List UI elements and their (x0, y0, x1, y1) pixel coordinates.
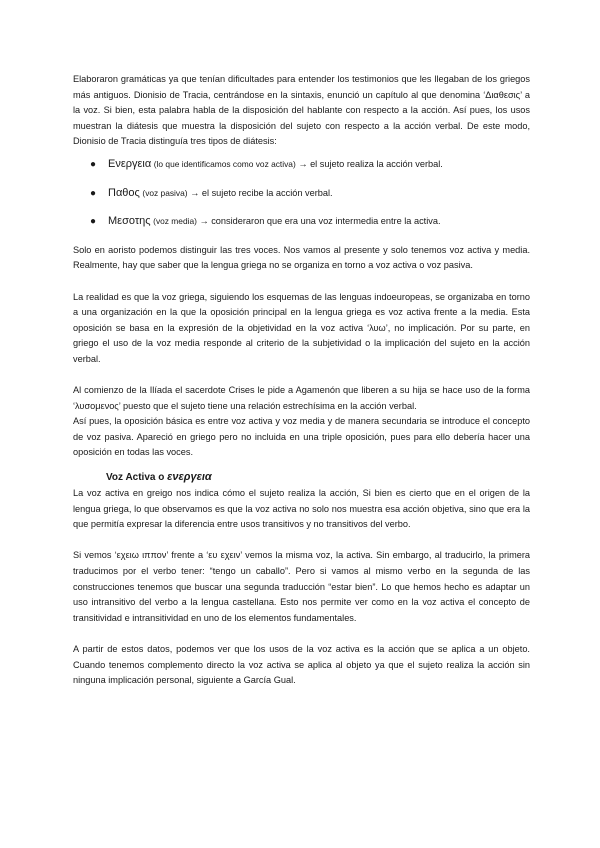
term-note: (voz pasiva) (142, 187, 188, 198)
greek-term: Μεσοτης (108, 215, 151, 228)
section-heading (106, 469, 530, 486)
bullet-icon: ● (90, 158, 97, 170)
paragraph-voz-activa: La voz activa en greigo nos indica cómo el sujeto realiza la acción, Si bien es cierto que en el origen de la lengua griega, lo que observamos es que la voz activa no solo nos muestra esa acción objetiva, sino que era la que permitía expresar la diferencia entre usos transitivos y no transitivos del verbo. (73, 488, 530, 530)
paragraph-realidad: La realidad es que la voz griega, siguiendo los esquemas de las lenguas indoeuropeas, se organizaba en torno a una organización en la que la oposición principal en la lengua griega es voz activa frente a la media. Esta oposición se basa en la expresión de la objetividad en la voz activa ‘λυω’, no implicación. Por su parte, en griego el uso de la voz media responde al criterio de la subjetividad o la implicación del sujeto en la acción verbal. (73, 291, 530, 364)
bullet-icon: ● (90, 216, 97, 228)
paragraph-conclusion: A partir de estos datos, podemos ver que los usos de la voz activa es la acción que se aplica a un objeto. Cuando tenemos complemento directo la voz activa se aplica al objeto ya que el sujeto realiza la acción sin ninguna implicación personal, siguiente a García Gual. (73, 644, 530, 686)
heading-text: Voz Activa o (106, 472, 165, 484)
list-item-energeia (73, 157, 530, 173)
greek-term: Παθος (108, 186, 140, 199)
list-item-mesotes (73, 214, 530, 230)
term-note: (lo que identificamos como voz activa) (153, 158, 296, 169)
heading-greek: ενεργεια (167, 471, 212, 484)
term-description: → el sujeto recibe la acción verbal. (190, 187, 333, 198)
paragraph-oposicion: Así pues, la oposición básica es entre voz activa y voz media y de manera secundaria se introduce el concepto de voz pasiva. Apareció en griego pero no incluida en una triple oposición, pues para ello debería hacer una oposición en todas las voces. (73, 416, 530, 458)
term-description: → consideraron que era una voz intermedia entre la activa. (199, 216, 441, 227)
term-description: → el sujeto realiza la acción verbal. (298, 158, 443, 169)
paragraph-intro: Elaboraron gramáticas ya que tenían dificultades para entender los testimonios que les llegaban de los griegos más antiguos. Dionisio de Tracia, centrándose en la sintaxis, enunció un capítulo al que denomina ‘Διαθεσις’ a la voz. Si bien, esta palabra habla de la disposición del hablante con respecto a la acción. Así pues, los usos muestran la diátesis que muestra la disposición del sujeto con respecto a la acción verbal. De este modo, Dionisio de Tracia distinguía tres tipos de diátesis: (73, 74, 530, 147)
list-item-pathos (73, 186, 530, 202)
paragraph-iliada: Al comienzo de la Ilíada el sacerdote Crises le pide a Agamenón que liberen a su hija se hace uso de la forma ‘λυσομενος’ puesto que el sujeto tiene una relación estrechísima en la acción verbal. (73, 385, 530, 411)
greek-term: Ενεργεια (108, 157, 152, 170)
paragraph-aoristo: Solo en aoristo podemos distinguir las tres voces. Nos vamos al presente y solo tenemos voz activa y media. Realmente, hay que saber que la lengua griega no se organiza en torno a voz activa o voz pasiva. (73, 244, 530, 271)
bullet-icon: ● (90, 187, 97, 199)
term-note: (voz media) (153, 216, 197, 227)
diathesis-list (73, 157, 530, 230)
paragraph-ejemplo: Si vemos ‘εχειω ιππον’ frente a ‘ευ εχειν’ vemos la misma voz, la activa. Sin embargo, al traducirlo, la primera traducimos por el verbo tener: “tengo un caballo”. Pero si vamos al mismo verbo en la segunda de las construcciones tenemos que buscar una segunda traducción “estar bien”. Lo que hemos hecho es adaptar un uso intransitivo del verbo a la lengua castellana. Esto nos permite ver como en la voz activa el concepto de transitividad e intransitividad en uno de los elementos fundamentales. (73, 550, 530, 623)
